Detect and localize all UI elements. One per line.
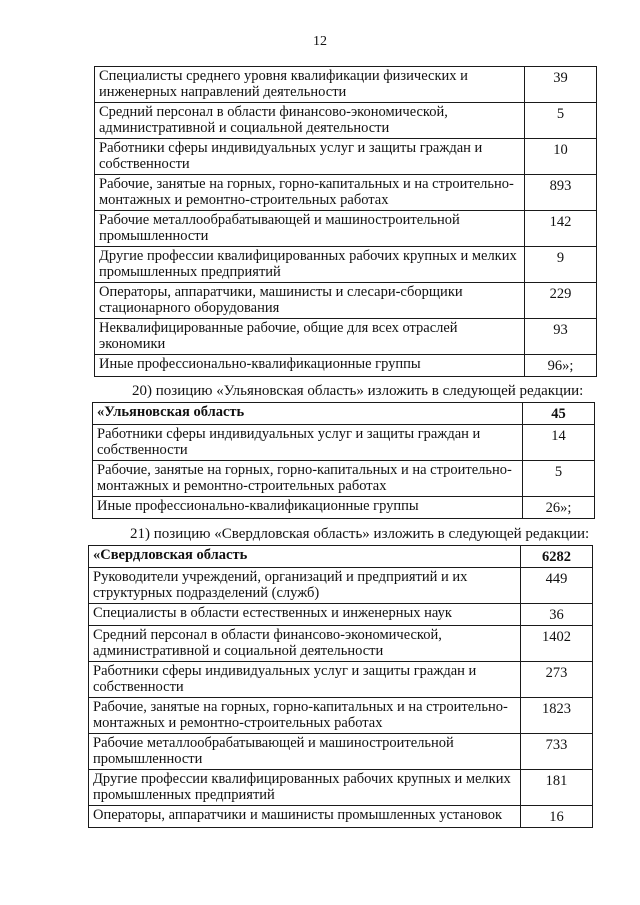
table-row: [95, 67, 597, 103]
row-label: Другие профессии квалифицированных рабочих крупных и мелких промышленных предприятий: [95, 247, 525, 283]
section-21-intro: 21) позицию «Свердловская область» изложить в следующей редакции:: [130, 526, 590, 542]
row-value: 1402: [521, 626, 593, 662]
row-value: 10: [525, 139, 597, 175]
row-label: Работники сферы индивидуальных услуг и защиты граждан и собственности: [95, 139, 525, 175]
table-row: [89, 626, 593, 662]
row-value: 733: [521, 734, 593, 770]
row-label: Иные профессионально-квалификационные группы: [93, 497, 523, 519]
row-label: Работники сферы индивидуальных услуг и защиты граждан и собственности: [93, 425, 523, 461]
row-label: Руководители учреждений, организаций и предприятий и их структурных подразделений (служб): [89, 568, 521, 604]
row-label: Рабочие, занятые на горных, горно-капитальных и на строительно-монтажных и ремонтно-строительных работах: [89, 698, 521, 734]
row-label: Рабочие металлообрабатывающей и машиностроительной промышленности: [89, 734, 521, 770]
row-label: Специалисты среднего уровня квалификации физических и инженерных направлений деятельности: [95, 67, 525, 103]
region-header-row: [89, 546, 593, 568]
row-value: 229: [525, 283, 597, 319]
table-row: [93, 425, 595, 461]
table-row: [89, 568, 593, 604]
table-row: [95, 355, 597, 377]
row-value: 16: [521, 806, 593, 828]
row-label: Иные профессионально-квалификационные группы: [95, 355, 525, 377]
row-value: 96»;: [525, 355, 597, 377]
row-label: Другие профессии квалифицированных рабочих крупных и мелких промышленных предприятий: [89, 770, 521, 806]
row-value: 181: [521, 770, 593, 806]
row-value: 893: [525, 175, 597, 211]
table-row: [89, 806, 593, 828]
table-row: [89, 770, 593, 806]
table-row: [89, 698, 593, 734]
table-row: [95, 103, 597, 139]
region-name: «Ульяновская область: [93, 403, 523, 425]
region-total: 45: [523, 403, 595, 425]
row-value: 93: [525, 319, 597, 355]
row-value: 5: [523, 461, 595, 497]
table-row: [95, 139, 597, 175]
table-row: [89, 734, 593, 770]
region-total: 6282: [521, 546, 593, 568]
section-20-intro: 20) позицию «Ульяновская область» изложить в следующей редакции:: [132, 383, 584, 399]
occupation-table-continued: [94, 66, 597, 377]
row-label: Рабочие, занятые на горных, горно-капитальных и на строительно-монтажных и ремонтно-строительных работах: [93, 461, 523, 497]
table-row: [95, 247, 597, 283]
region-name: «Свердловская область: [89, 546, 521, 568]
row-value: 449: [521, 568, 593, 604]
page-number: 12: [313, 34, 327, 49]
row-label: Неквалифицированные рабочие, общие для всех отраслей экономики: [95, 319, 525, 355]
row-label: Работники сферы индивидуальных услуг и защиты граждан и собственности: [89, 662, 521, 698]
table-row: [95, 319, 597, 355]
row-value: 9: [525, 247, 597, 283]
table-row: [95, 175, 597, 211]
row-value: 5: [525, 103, 597, 139]
row-value: 36: [521, 604, 593, 626]
table-row: [89, 604, 593, 626]
row-label: Рабочие металлообрабатывающей и машиностроительной промышленности: [95, 211, 525, 247]
table-row: [95, 211, 597, 247]
table-row: [95, 283, 597, 319]
row-label: Специалисты в области естественных и инженерных наук: [89, 604, 521, 626]
row-value: 26»;: [523, 497, 595, 519]
table-row: [93, 497, 595, 519]
row-value: 1823: [521, 698, 593, 734]
row-label: Средний персонал в области финансово-экономической, административной и социальной деятельности: [95, 103, 525, 139]
region-header-row: [93, 403, 595, 425]
row-label: Операторы, аппаратчики и машинисты промышленных установок: [89, 806, 521, 828]
ulyanovsk-table: [92, 402, 595, 519]
table-row: [89, 662, 593, 698]
row-value: 14: [523, 425, 595, 461]
table-row: [93, 461, 595, 497]
row-label: Средний персонал в области финансово-экономической, административной и социальной деятельности: [89, 626, 521, 662]
row-value: 142: [525, 211, 597, 247]
row-value: 39: [525, 67, 597, 103]
row-label: Операторы, аппаратчики, машинисты и слесари-сборщики стационарного оборудования: [95, 283, 525, 319]
row-label: Рабочие, занятые на горных, горно-капитальных и на строительно-монтажных и ремонтно-строительных работах: [95, 175, 525, 211]
row-value: 273: [521, 662, 593, 698]
sverdlovsk-table: [88, 545, 593, 828]
